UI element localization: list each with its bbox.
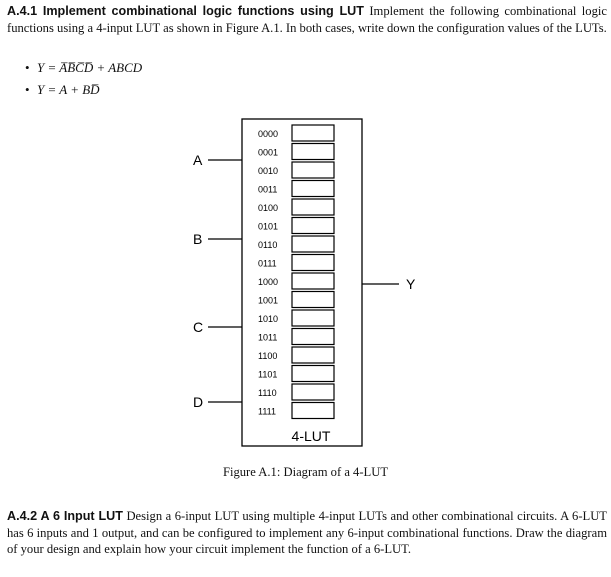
config-cell xyxy=(292,255,334,271)
config-cell xyxy=(292,181,334,197)
config-cell xyxy=(292,199,334,215)
address-label: 0110 xyxy=(258,240,278,250)
input-label-a: A xyxy=(193,152,203,168)
equation-2: Y = A + BD̅ xyxy=(37,82,100,97)
address-label: 1001 xyxy=(258,295,279,306)
config-cell xyxy=(292,125,334,141)
config-cell xyxy=(292,329,334,345)
address-label: 1101 xyxy=(258,369,278,380)
address-label: 1010 xyxy=(258,314,279,324)
address-label: 0111 xyxy=(258,258,277,269)
address-label: 0000 xyxy=(258,129,279,139)
bullet-icon: • xyxy=(25,82,30,97)
config-cell xyxy=(292,366,334,382)
section-4-2-paragraph xyxy=(7,508,607,558)
input-label-c: C xyxy=(193,319,204,335)
config-cell xyxy=(292,310,334,326)
address-label: 1011 xyxy=(258,332,278,343)
config-cell xyxy=(292,347,334,363)
address-label: 0001 xyxy=(258,147,279,158)
output-label: Y xyxy=(406,276,416,292)
equation-1: Y = A̅B̅C̅D̅ + ABCD xyxy=(37,60,143,75)
section-4-1-body: Implement the following combinational logic functions using a 4-input LUT as shown in Figure A.1. In both cases, write down the configuration values of the LUTs. xyxy=(7,4,607,35)
address-label: 0010 xyxy=(258,166,279,176)
address-label: 1000 xyxy=(258,277,279,287)
config-cell xyxy=(292,292,334,308)
address-label: 1100 xyxy=(258,351,278,361)
config-cell xyxy=(292,162,334,178)
bullet-icon: • xyxy=(25,60,30,75)
config-cell xyxy=(292,236,334,252)
section-4-2-heading: A.4.2 A 6 Input LUT xyxy=(7,509,123,523)
config-cell xyxy=(292,403,334,419)
address-label: 1110 xyxy=(258,388,277,398)
config-cell xyxy=(292,384,334,400)
input-label-d: D xyxy=(193,394,204,410)
section-4-1-heading: A.4.1 Implement combinational logic functions using LUT xyxy=(7,4,364,18)
config-cell xyxy=(292,218,334,234)
address-label: 1111 xyxy=(258,406,277,417)
config-cell xyxy=(292,144,334,160)
input-label-b: B xyxy=(193,231,203,247)
figure-caption: Figure A.1: Diagram of a 4-LUT xyxy=(222,465,389,479)
config-cell xyxy=(292,273,334,289)
address-label: 0011 xyxy=(258,184,278,195)
lut-label: 4-LUT xyxy=(291,428,331,444)
address-label: 0100 xyxy=(258,203,279,213)
section-4-2-body: Design a 6-input LUT using multiple 4-input LUTs and other combinational circuits. A 6-LUT has 6 inputs and 1 output, and can be configured to implement any 6-input combinational functions. Draw the diagram of your design and explain how your circuit implement the function of a 6-LUT. xyxy=(7,509,607,556)
address-label: 0101 xyxy=(258,221,279,232)
